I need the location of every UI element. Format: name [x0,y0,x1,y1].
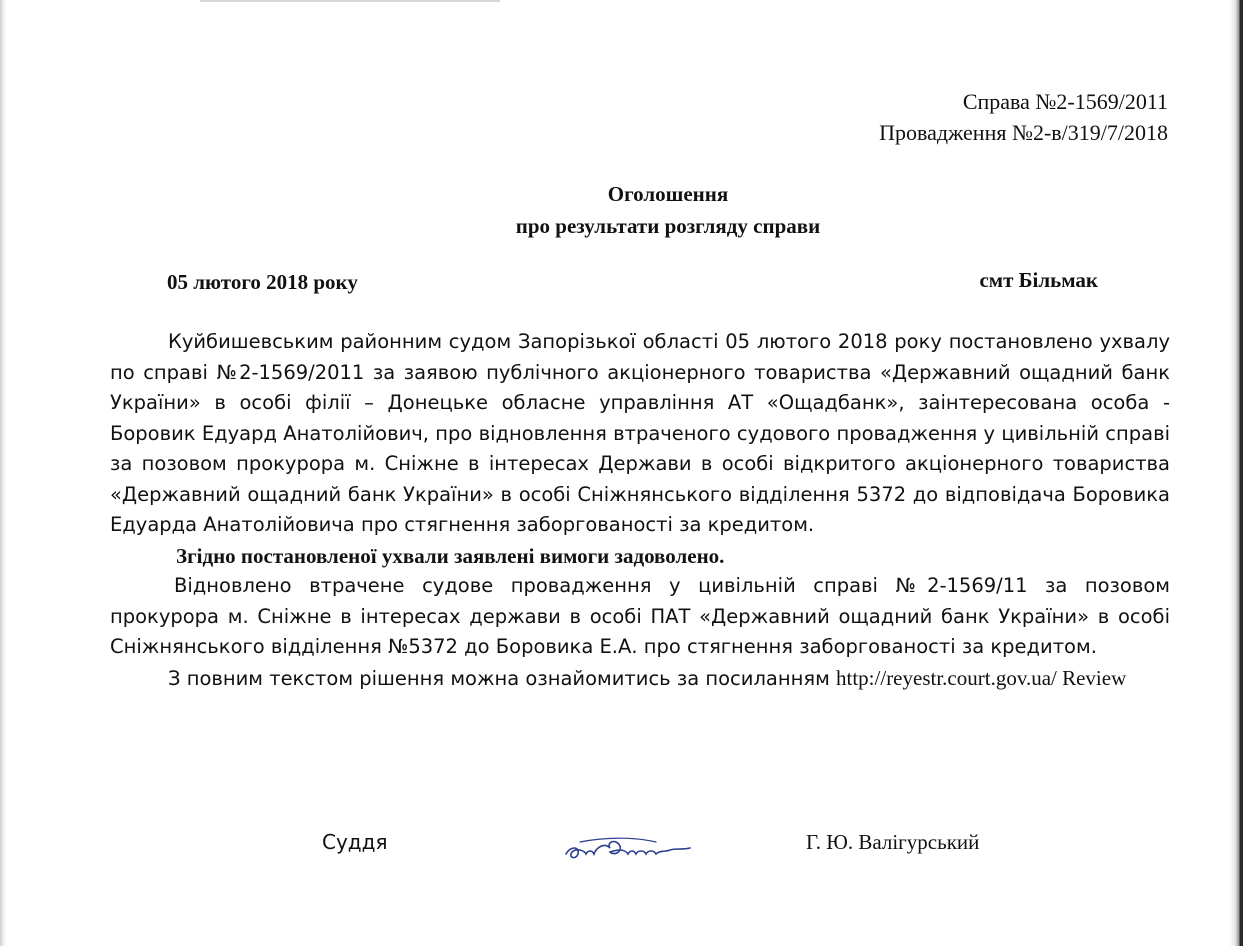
document-body [110,327,1170,694]
paragraph-result: Згідно постановленої ухвали заявлені вимоги задоволено. [176,543,725,568]
document-place: смт Більмак [979,268,1098,292]
case-number: Справа №2-1569/2011 [962,89,1168,114]
case-reference [879,86,1168,148]
registry-link[interactable]: http://reyestr.court.gov.ua/ Review [836,665,1127,690]
scan-edge-right [1229,0,1243,946]
paragraph-ruling: Куйбишевським районним судом Запорізької області 05 лютого 2018 року постановлено ухвалу по справі №2-1569/2011 за заявою публічного акціонерного товариства «Державний ощадний банк України» в особі філії – Донецьке обласне управління АТ «Ощадбанк», заінтересована особа - Боровик Едуард Анатолійович, про відновлення втраченого судового провадження у цивільній справі за позовом прокурора м. Сніжне в інтересах Держави в особі відкритого акціонерного товариства «Державний ощадний банк України» в особі Сніжнянського відділення 5372 до відповідача Боровика Едуарда Анатолійовича про стягнення заборгованості за кредитом. [110,330,1170,536]
paragraph-full-text [110,663,1170,695]
title-line-1: Оголошення [607,182,729,206]
judge-name: Г. Ю. Валігурський [806,830,980,854]
scan-edge-left [0,0,7,946]
scan-edge-top [200,0,500,2]
judge-role: Суддя [322,830,388,854]
document-title [0,178,1243,242]
proceeding-number: Провадження №2-в/319/7/2018 [879,120,1168,145]
full-text-note: З повним текстом рішення можна ознайомитись за посиланням [168,666,830,690]
title-line-2: про результати розгляду справи [515,214,821,238]
document-date: 05 лютого 2018 року [167,270,358,294]
handwritten-signature [560,828,700,868]
paragraph-restored: Відновлено втрачене судове провадження у цивільній справі №2-1569/11 за позовом прокурора м. Сніжне в інтересах держави в особі ПАТ «Державний ощадний банк України» в особі Сніжнянського відділення №5372 до Боровика Е.А. про стягнення заборгованості за кредитом. [110,574,1170,658]
signature-row [0,828,1243,868]
